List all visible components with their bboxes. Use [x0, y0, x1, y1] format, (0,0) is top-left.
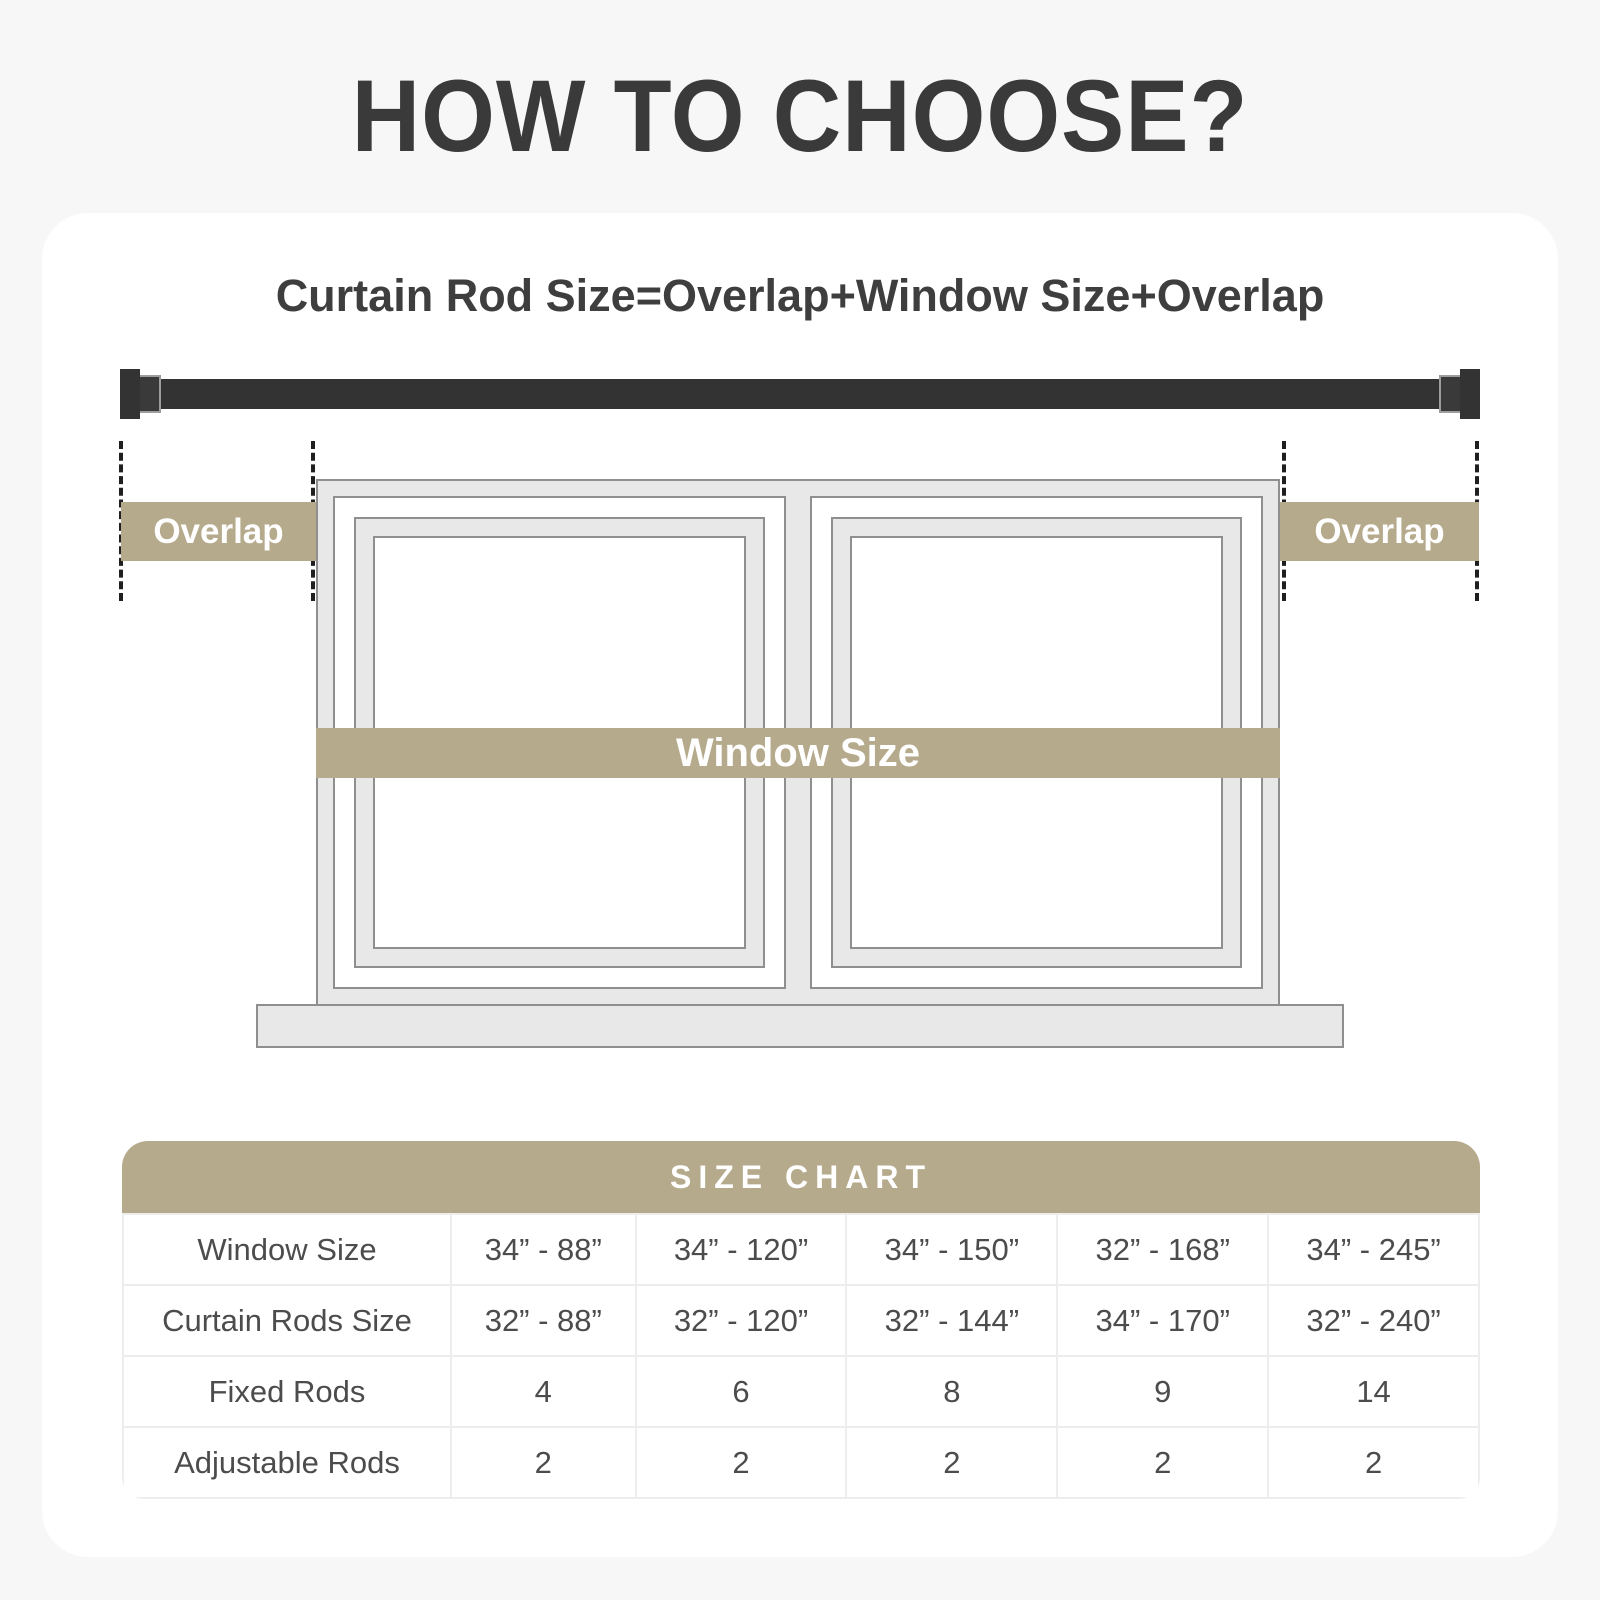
value-cell: 32” - 120”: [636, 1285, 847, 1356]
page-title: HOW TO CHOOSE?: [351, 59, 1249, 173]
value-cell: 34” - 88”: [451, 1214, 636, 1285]
table-row: [123, 1285, 1479, 1356]
table-row: [123, 1356, 1479, 1427]
value-cell: 34” - 170”: [1057, 1285, 1268, 1356]
size-chart-header: SIZE CHART: [122, 1141, 1480, 1213]
value-cell: 34” - 150”: [846, 1214, 1057, 1285]
window-size-label: Window Size: [316, 728, 1280, 778]
value-cell: 32” - 168”: [1057, 1214, 1268, 1285]
value-cell: 32” - 144”: [846, 1285, 1057, 1356]
rod-end-cap-left: [120, 369, 140, 419]
value-cell: 2: [636, 1427, 847, 1498]
row-label: Adjustable Rods: [123, 1427, 451, 1498]
value-cell: 6: [636, 1356, 847, 1427]
size-chart-table: [122, 1213, 1480, 1499]
value-cell: 4: [451, 1356, 636, 1427]
value-cell: 34” - 120”: [636, 1214, 847, 1285]
formula-text: Curtain Rod Size=Overlap+Window Size+Overlap: [275, 270, 1325, 321]
curtain-rod-bar: [139, 379, 1461, 409]
row-label: Curtain Rods Size: [123, 1285, 451, 1356]
row-label: Window Size: [123, 1214, 451, 1285]
overlap-label-left: Overlap: [121, 502, 316, 561]
table-row: [123, 1427, 1479, 1498]
value-cell: 2: [1268, 1427, 1479, 1498]
value-cell: 2: [846, 1427, 1057, 1498]
rod-bracket-left: [138, 375, 161, 413]
overlap-label-right: Overlap: [1280, 502, 1479, 561]
value-cell: 2: [451, 1427, 636, 1498]
size-table-body: [123, 1214, 1479, 1498]
value-cell: 9: [1057, 1356, 1268, 1427]
value-cell: 8: [846, 1356, 1057, 1427]
window-sill: [256, 1004, 1344, 1048]
rod-end-cap-right: [1460, 369, 1480, 419]
value-cell: 32” - 88”: [451, 1285, 636, 1356]
size-chart-table-wrap: [122, 1213, 1480, 1499]
value-cell: 34” - 245”: [1268, 1214, 1479, 1285]
value-cell: 2: [1057, 1427, 1268, 1498]
row-label: Fixed Rods: [123, 1356, 451, 1427]
value-cell: 32” - 240”: [1268, 1285, 1479, 1356]
table-row: [123, 1214, 1479, 1285]
value-cell: 14: [1268, 1356, 1479, 1427]
rod-bracket-right: [1439, 375, 1462, 413]
